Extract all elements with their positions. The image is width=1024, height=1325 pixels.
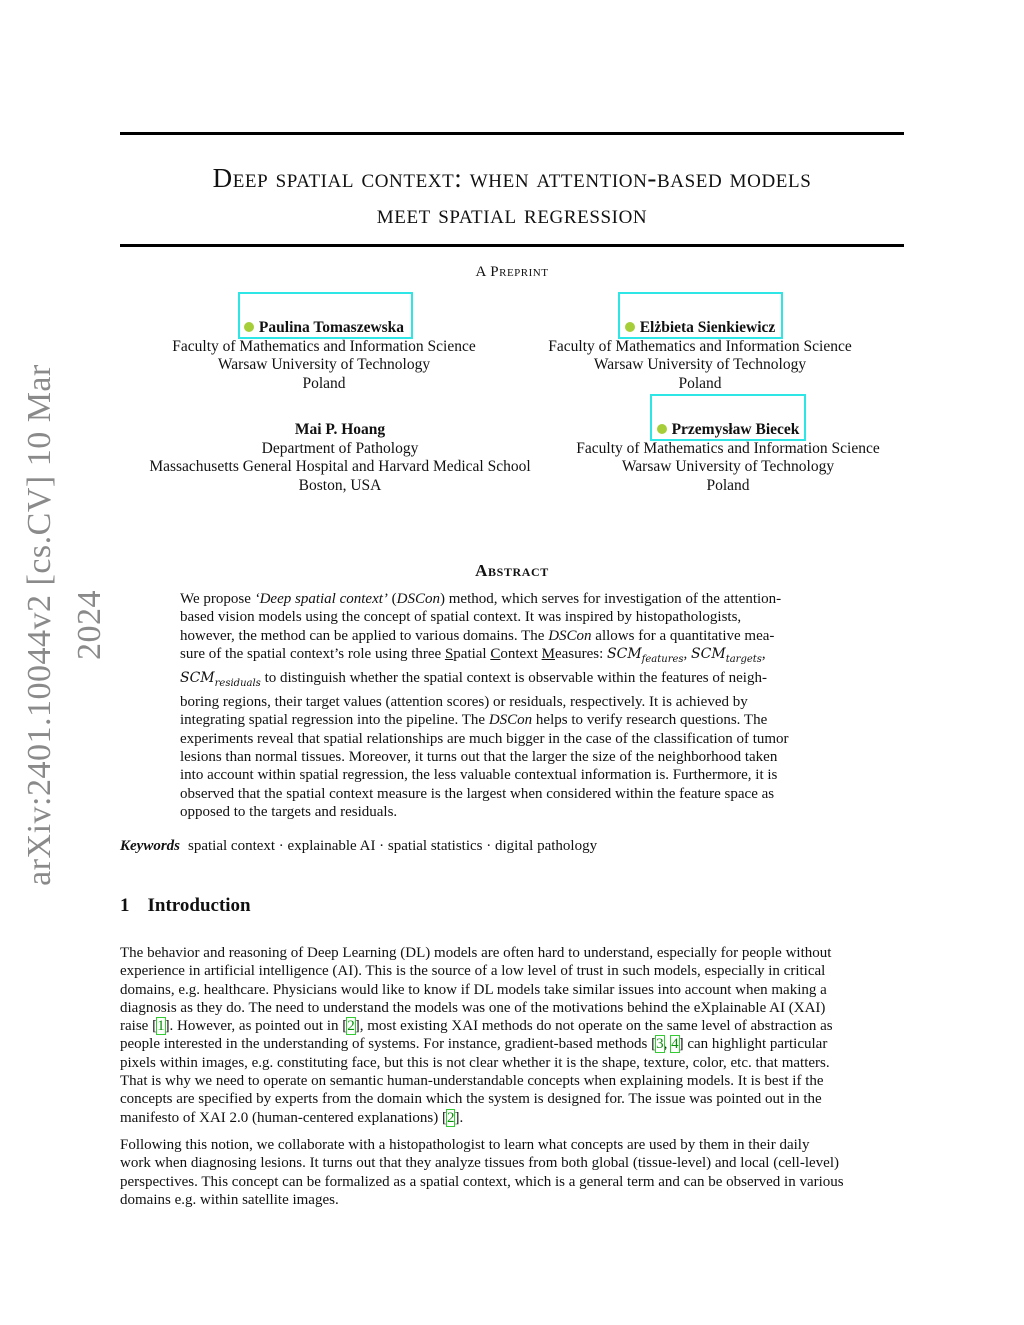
citation-link[interactable]: 2 [347,1018,355,1035]
author-name[interactable]: Elżbieta Sienkiewicz [639,319,776,336]
author-affiliation: Faculty of Mathematics and Information Science [548,337,852,355]
preprint-label: A Preprint [475,264,549,280]
keywords-list: spatial context · explainable AI · spatial statistics · digital pathology [188,838,598,854]
author-affiliation: Department of Pathology [261,439,419,457]
abstract-heading: Abstract [475,561,549,580]
author-affiliation: Warsaw University of Technology [217,356,431,373]
abstract-body: We propose ‘Deep spatial context’ (DSCon) method, which serves for investigation of the attention- based vision models using the concept of spatial context. It was inspired by histopathologists, however, the method can be applied to various domains. The DSCon allows for a quantitative mea- sure of the spatial context’s role using three Spatial Context Measures: $SCM_{features}$, $SCM_{targets}$, $SCM_{residuals}$ to distinguish whether the spatial context is observable within the features of neigh- boring regions, their target values (attention scores) or residuals, respectively. It is achieved by integrating spatial regression into the pipeline. The DSCon helps to verify research questions. The experiments reveal that spatial relationships are much bigger in the case of the classification of tumor lesions than normal tissues. Moreover, it turns out that the larger the size of the neighborhood taken into account within spatial regression, the less valuable contextual information is. Furthermore, it is observed that the spatial context measure is the largest when considered within the feature space as opposed to the targets and residuals. [180,591,789,820]
author-name: Mai P. Hoang [294,421,386,438]
citation-link[interactable]: 1 [157,1018,165,1035]
author-affiliation: Faculty of Mathematics and Information Science [172,337,476,355]
math-scm-targets: $SCM_{targets}$ [691,645,762,665]
author-affiliation: Warsaw University of Technology [621,458,835,475]
intro-paragraph-1: The behavior and reasoning of Deep Learning (DL) models are often hard to understand, especially for people without experience in artificial intelligence (AI). This is the source of a low level of trust in such models, especially in critical domains, e.g. healthcare. Physicians would like to know if DL models take similar issues into account when making a diagnosis as they do. The need to understand the models was one of the motivations behind the eXplainable AI (XAI) raise [1]. However, as pointed out in [2], most existing XAI methods do not operate on the same level of abstraction as people interested in the understanding of systems. For instance, gradient-based methods [3, 4] can highlight particular pixels within images, e.g. constituting face, but this is not clear whether it is the shape, texture, color, etc. that matters. That is why we need to operate on semantic human-understandable concepts when explaining models. It is best if the concepts are specified by experts from the domain which the system is designed for. The issue was pointed out in the manifesto of XAI 2.0 (human-centered explanations) [2]. [120,945,833,1126]
title-top-rule [120,132,904,135]
author-affiliation: Poland [706,476,750,494]
keywords [120,838,904,855]
citation-link[interactable]: 3 [656,1036,664,1053]
intro-paragraph-2: Following this notion, we collaborate with a histopathologist to learn what concepts are used by them in their daily work when diagnosing lesions. It turns out that they analyze tissues from both global (tissue-level) and local (cell-level) perspectives. This concept can be formalized as a spatial context, which is a general term and can be observed in various domains e.g. within satellite images. [120,1137,844,1208]
citation-link[interactable]: 4 [671,1036,679,1053]
math-scm-features: $SCM_{features}$ [607,645,684,665]
author-name[interactable]: Przemysław Biecek [671,421,800,438]
title-bottom-rule [120,244,904,247]
arxiv-side-stamp: arXiv:2401.10044v2 [cs.CV] 10 Mar 2024 [21,364,108,886]
section-title: Introduction [147,895,251,916]
author-affiliation: Boston, USA [298,476,382,494]
math-scm-residuals: $SCM_{residuals}$ [180,669,261,689]
citation-link[interactable]: 2 [446,1109,455,1126]
author-block-3 [120,421,560,495]
section-number: 1 [120,895,130,916]
paper-title [120,160,904,232]
author-affiliation: Warsaw University of Technology [593,356,807,373]
author-name[interactable]: Paulina Tomaszewska [258,319,405,336]
title-line-2: meet spatial regression [376,199,648,229]
author-affiliation: Massachusetts General Hospital and Harvard Medical School [149,458,531,475]
author-link-highlight[interactable] [650,394,806,441]
author-affiliation: Poland [678,374,722,392]
author-affiliation: Faculty of Mathematics and Information Science [576,439,880,457]
title-line-1: Deep spatial context: when attention-based models [212,163,812,193]
author-link-highlight[interactable] [618,292,783,339]
author-link-highlight[interactable] [238,292,413,339]
keywords-label: Keywords [120,838,180,854]
author-affiliation: Poland [302,374,346,392]
section-heading [120,895,251,917]
